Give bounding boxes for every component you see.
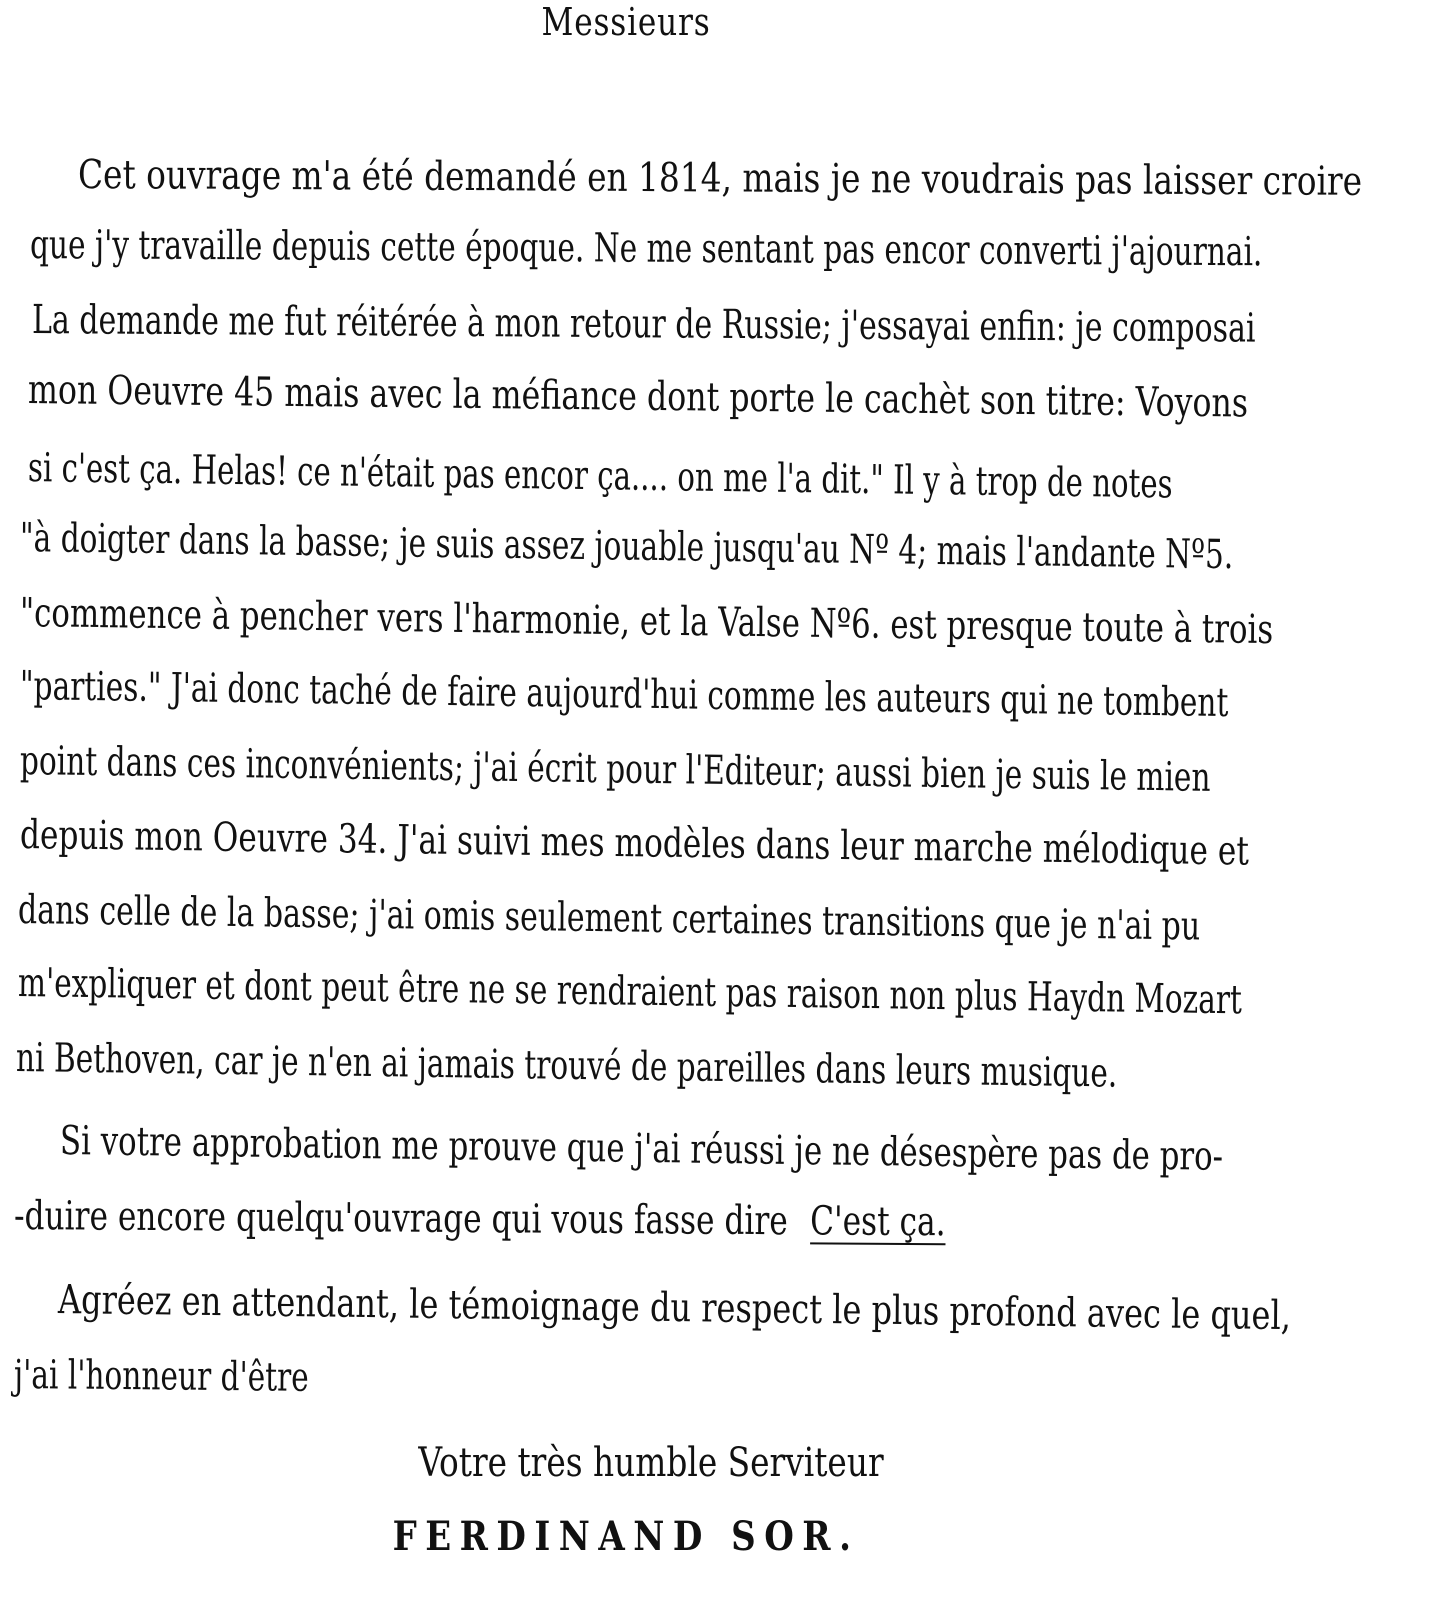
letter-line-1: Cet ouvrage m'a été demandé en 1814, mais je ne voudrais pas laisser croire bbox=[77, 152, 1363, 205]
letter-line-2: que j'y travaille depuis cette époque. Ne me sentant pas encor converti j'ajournai. bbox=[29, 222, 1263, 276]
letter-line-11: dans celle de la basse; j'ai omis seulement certaines transitions que je n'ai pu bbox=[17, 887, 1201, 950]
emphasis-phrase: C'est ça. bbox=[810, 1198, 946, 1246]
letter-line-6: "à doigter dans la basse; je suis assez jouable jusqu'au Nº 4; mais l'andante Nº5. bbox=[19, 515, 1234, 579]
letter-line-5: si c'est ça. Helas! ce n'était pas encor ça.... on me l'a dit." Il y à trop de notes bbox=[27, 445, 1173, 508]
letter-line-10: depuis mon Oeuvre 34. J'ai suivi mes modèles dans leur marche mélodique et bbox=[19, 812, 1250, 875]
letter-line-9: point dans ces inconvénients; j'ai écrit pour l'Editeur; aussi bien je suis le mien bbox=[19, 738, 1211, 801]
letter-line-12: m'expliquer et dont peut être ne se rendraient pas raison non plus Haydn Mozart bbox=[17, 960, 1243, 1024]
salutation: Messieurs bbox=[541, 0, 711, 44]
letter-line-14: Si votre approbation me prouve que j'ai réussi je ne désespère pas de pro- bbox=[59, 1118, 1224, 1180]
letter-line-17: j'ai l'honneur d'être bbox=[13, 1352, 309, 1401]
letter-line-4: mon Oeuvre 45 mais avec la méfiance dont porte le cachèt son titre: Voyons bbox=[27, 367, 1249, 427]
letter-line-13: ni Bethoven, car je n'en ai jamais trouvé de pareilles dans leurs musique. bbox=[15, 1035, 1118, 1097]
signature: FERDINAND SOR. bbox=[392, 1513, 860, 1560]
letter-line-16: Agréez en attendant, le témoignage du respect le plus profond avec le quel, bbox=[57, 1277, 1292, 1340]
closing-line: Votre très humble Serviteur bbox=[418, 1440, 884, 1486]
letter-line-8: "parties." J'ai donc taché de faire aujourd'hui comme les auteurs qui ne tombent bbox=[19, 663, 1229, 727]
letter-line-7: "commence à pencher vers l'harmonie, et la Valse Nº6. est presque toute à trois bbox=[19, 590, 1274, 654]
letter-line-15-text: -duire encore quelqu'ouvrage qui vous fasse dire bbox=[13, 1193, 788, 1245]
letter-line-15 bbox=[14, 1193, 946, 1245]
letter-line-3: La demande me fut réitérée à mon retour de Russie; j'essayai enfin: je composai bbox=[31, 297, 1256, 352]
